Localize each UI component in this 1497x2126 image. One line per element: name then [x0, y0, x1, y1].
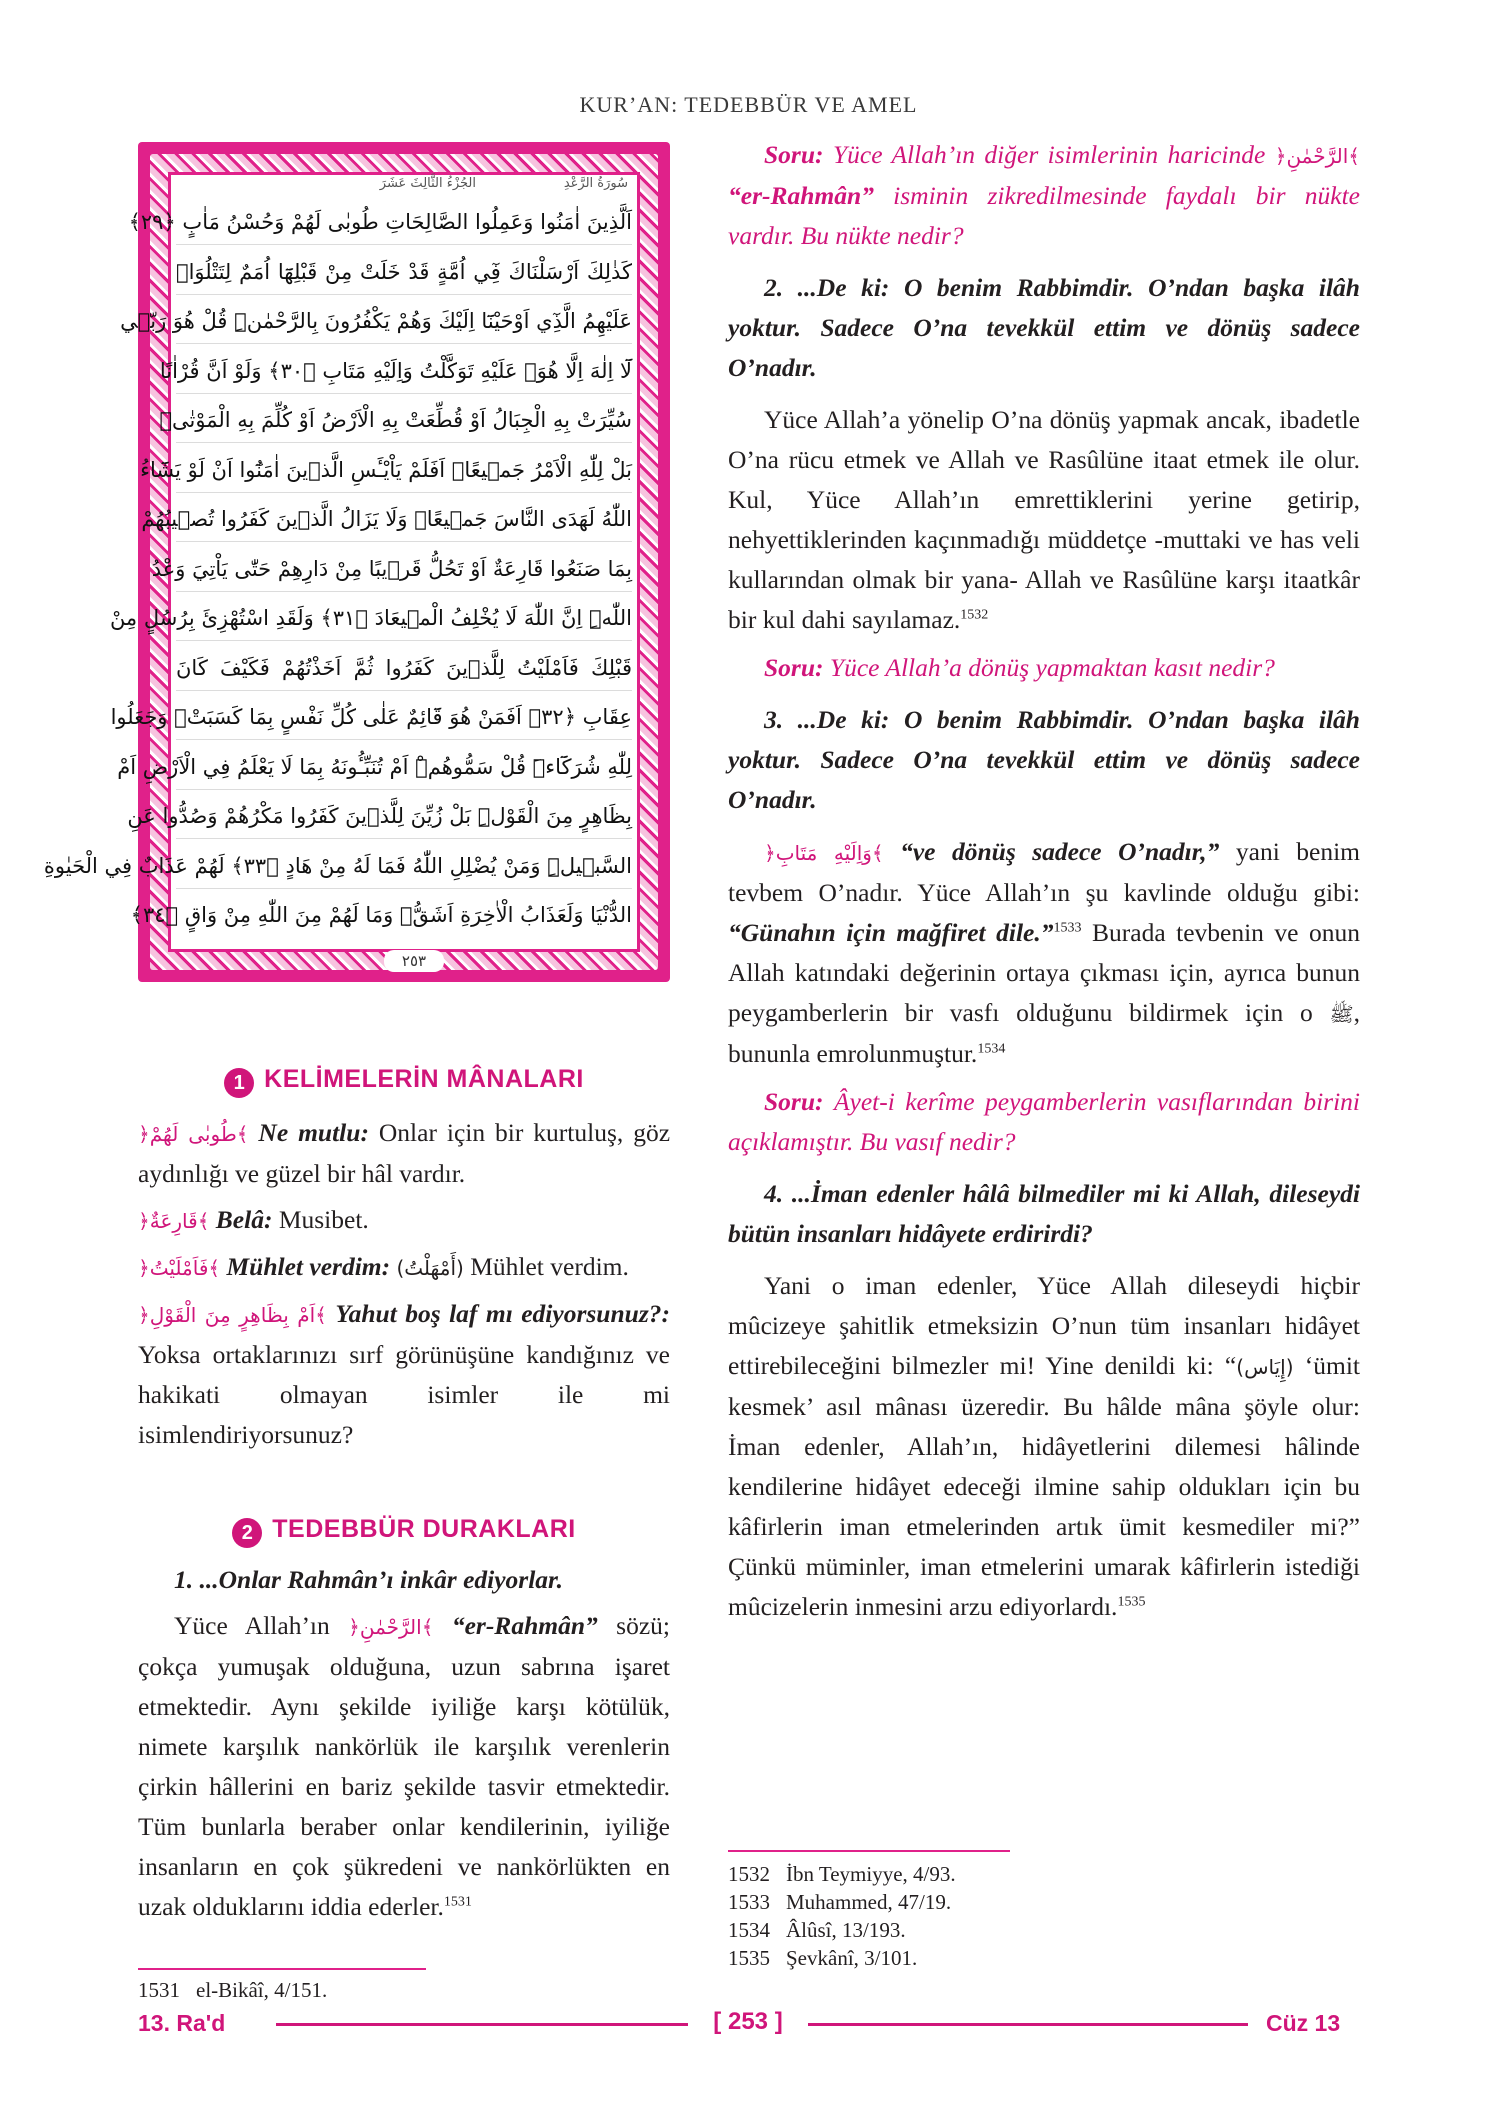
footer-rule-right	[808, 2023, 1248, 2026]
text-run: Yüce Allah’ın diğer isimlerinin haricinde	[823, 140, 1275, 169]
body-paragraph	[728, 832, 1360, 1074]
footnote-ref[interactable]: 1532	[960, 607, 989, 623]
section-number-badge: 1	[224, 1068, 254, 1098]
footnote	[728, 1916, 1360, 1944]
text-run: Âyet-i kerîme peygamberlerin vasıflarından birini açıklamıştır. Bu vasıf nedir?	[728, 1087, 1360, 1156]
arabic-term: ﴿الرَّحْمٰنِ﴾	[1274, 144, 1360, 168]
footnote-text: el-Bikâî, 4/151.	[196, 1978, 328, 2002]
footnote-text: İbn Teymiyye, 4/93.	[786, 1862, 956, 1886]
quran-line: اللّٰهِۜ اِنَّ اللّٰهَ لَا يُخْلِفُ الْم۪يعَادَ ﴿٣١﴾ وَلَقَدِ اسْتُهْزِئَ بِرُسُلٍ مِنْ	[176, 596, 632, 641]
footer-page-number	[700, 2008, 796, 2036]
text-run: Yüce Allah’ın	[174, 1611, 349, 1640]
quran-line: سُيِّرَتْ بِهِ الْجِبَالُ اَوْ قُطِّعَتْ بِهِ الْاَرْضُ اَوْ كُلِّمَ بِهِ الْمَوْتٰىۜ	[176, 398, 632, 443]
bracket: ]	[774, 2008, 783, 2035]
quran-line: لَٓا اِلٰهَ اِلَّا هُوَۚ عَلَيْهِ تَوَكَّلْتُ وَاِلَيْهِ مَتَابِ ﴿٣٠﴾ وَلَوْ اَنَّ قُرْاٰنًا	[176, 349, 632, 394]
footnote-divider	[728, 1850, 1010, 1852]
text-run: Yüce Allah’a dönüş yapmaktan kasıt nedir?	[823, 653, 1275, 682]
arabic-term: ﴿اَمْ بِظَاهِرٍ مِنَ الْقَوْلِ﴾	[138, 1303, 327, 1327]
page-number: 253	[727, 2008, 769, 2035]
quran-line: قَبْلِكَ فَاَمْلَيْتُ لِلَّذ۪ينَ كَفَرُوا ثُمَّ اَخَذْتُهُمْ فَكَيْفَ كَانَ	[176, 646, 632, 691]
footnote-number: 1535	[728, 1946, 770, 1970]
quran-line: بِمَا صَنَعُوا قَارِعَةٌ اَوْ تَحُلُّ قَر۪يبًا مِنْ دَارِهِمْ حَتّٰى يَاْتِيَ وَعْدُ	[176, 547, 632, 592]
question-label: Soru:	[764, 653, 824, 682]
quran-page-header	[172, 174, 636, 196]
salawat-glyph: ﷺ	[1329, 1002, 1354, 1026]
running-header: KUR’AN: TEDEBBÜR VE AMEL	[579, 92, 918, 117]
footnote	[138, 1976, 670, 2004]
glossary-term: Mühlet verdim:	[226, 1252, 391, 1281]
text-run: sözü; çokça yumuşak olduğuna, uzun sabrına işaret etmektedir. Aynı şekilde iyiliğe karşı kötülük, nimete karşılık nankörlük ile karşılık verenlerin çirkin hâllerini en bariz şekilde tasvir etmektedir. Tüm bunlarla beraber onlar kendilerinin, iyiliğe insanların en çok şükredeni ve nankörlükten en uzak olduklarını iddia ederler.	[138, 1611, 670, 1921]
bracket: [	[713, 2008, 722, 2035]
question	[728, 1082, 1360, 1162]
footnote	[728, 1860, 1360, 1888]
question	[728, 135, 1360, 256]
question	[728, 648, 1360, 688]
arabic-term: ﴿وَاِلَيْهِ مَتَابِ﴾	[764, 841, 884, 865]
quran-line: بَلْ لِلّٰهِ الْاَمْرُ جَم۪يعًاۜ اَفَلَمْ يَاْيْـَٔسِ الَّذ۪ينَ اٰمَنُٓوا اَنْ لَوْ يَشَٓاءُ	[176, 448, 632, 493]
glossary-term: Ne mutlu:	[258, 1118, 369, 1147]
right-column	[728, 135, 1360, 1627]
text-run: yani benim tevbem O’nadır. Yüce Allah’ın şu kavlinde olduğu gibi:	[728, 837, 1361, 907]
footnote-number: 1534	[728, 1918, 770, 1942]
footnote-ref[interactable]: 1531	[443, 1894, 472, 1910]
footnotes-right	[728, 1860, 1360, 1972]
quran-line: عِقَابِ ﴿٣٢﴾ اَفَمَنْ هُوَ قَٓائِمٌ عَلٰى كُلِّ نَفْسٍ بِمَا كَسَبَتْۚ وَجَعَلُوا	[176, 695, 632, 740]
footnote-ref[interactable]: 1535	[1117, 1594, 1146, 1610]
emphasis: “ve dönüş sadece O’nadır,”	[883, 837, 1220, 866]
quran-line: كَذٰلِكَ اَرْسَلْنَاكَ فِٓي اُمَّةٍ قَدْ خَلَتْ مِنْ قَبْلِهَٓا اُمَمٌ لِتَتْلُوَا۬	[176, 250, 632, 295]
footnote	[728, 1944, 1360, 1972]
section-title: KELİMELERİN MÂNALARI	[264, 1065, 584, 1093]
glossary-term: Belâ:	[215, 1205, 273, 1234]
quran-line: السَّب۪يلِۜ وَمَنْ يُضْلِلِ اللّٰهُ فَمَا لَهُ مِنْ هَادٍ ﴿٣٣﴾ لَهُمْ عَذَابٌ فِي الْحَيٰوةِ	[176, 844, 632, 889]
glossary-definition: Onlar için bir kurtuluş, göz aydınlığı ve güzel bir hâl vardır.	[138, 1118, 671, 1188]
footer-juz: Cüz 13	[1266, 2010, 1341, 2036]
section-number-badge: 2	[232, 1518, 262, 1548]
text-run: ‘ümit kesmek’ asıl mânası üzeredir. Bu hâlde mâna şöyle olur: İman edenler, Allah’ın, hidâyetlerini dilemesi hâlinde kendilerine hidâyet edeceği ilmine sahip oldukları için bu kâfirlerin iman etmelerinden artık ümit kesmediler mi?” Çünkü müminler, iman etmelerini umarak kâfirlerin istediği mûcizelerin inmesini arzu ediyorlardı.	[728, 1351, 1360, 1621]
tedebbur-left	[138, 1560, 670, 1927]
text-run: , bununla emrolunmuştur.	[728, 998, 1360, 1068]
footnote-divider	[138, 1968, 426, 1970]
quran-line: بِظَاهِرٍ مِنَ الْقَوْلِۜ بَلْ زُيِّنَ لِلَّذ۪ينَ كَفَرُوا مَكْرُهُمْ وَصُدُّوا عَنِ	[176, 794, 632, 839]
footnote-number: 1532	[728, 1862, 770, 1886]
quran-page-number: ٢٥٣	[384, 950, 444, 972]
section-title: TEDEBBÜR DURAKLARI	[272, 1515, 576, 1543]
emphasis: “er-Rahmân”	[728, 181, 874, 210]
text-run: Yüce Allah’a yönelip O’na dönüş yapmak ancak, ibadetle O’na rücu etmek ve Allah ve Rasûlüne itaat etmek ile olur. Kul, Yüce Allah’ın emrettiklerini yerine getirip, nehyettiklerinden kaçınmadığı müddetçe -muttaki ve has veli kullarından olmak bir yana- Allah ve Rasûlüne karşı itaatkâr bir kul dahi sayılamaz.	[728, 405, 1360, 634]
emphasis: “er-Rahmân”	[433, 1611, 598, 1640]
glossary	[138, 1113, 670, 1455]
text-run: Burada tevbenin ve onun Allah katındaki değerinin ortaya çıkması için, ayrıca bunun peygamberlerin bir vasfı olduğunu bildirmek için o	[728, 918, 1361, 1027]
glossary-entry	[138, 1247, 670, 1288]
footer-surah: 13. Ra'd	[138, 2010, 226, 2036]
verse-heading: 2. ...De ki: O benim Rabbimdir. O’ndan başka ilâh yoktur. Sadece O’na tevekkül ettim ve dönüş sadece O’nadır.	[728, 273, 1360, 382]
arabic-term: ﴿الرَّحْمٰنِ﴾	[348, 1615, 434, 1639]
footnote-number: 1533	[728, 1890, 770, 1914]
quran-juz-label: الجُزْءُ الثَّالِثَ عَشَرَ	[379, 176, 476, 191]
glossary-definition: Yoksa ortaklarınızı sırf görünüşüne kandığınız ve hakikati olmayan isimler ile mi isimlendiriyorsunuz?	[138, 1340, 670, 1449]
footnote-text: Âlûsî, 13/193.	[786, 1918, 906, 1942]
quran-line: الدُّنْيَا وَلَعَذَابُ الْاٰخِرَةِ اَشَقُّۚ وَمَا لَهُمْ مِنَ اللّٰهِ مِنْ وَاقٍ ﴿٣٤﴾	[130, 903, 632, 927]
question-label: Soru:	[764, 140, 824, 169]
quran-surah-label: سُورَةُ الرَّعْدِ	[563, 176, 628, 191]
arabic-synonym: (أَمْهَلْتُ)	[390, 1256, 464, 1280]
footnote-text: Muhammed, 47/19.	[786, 1890, 952, 1914]
quran-line: عَلَيْهِمُ الَّذِٓي اَوْحَيْنَٓا اِلَيْكَ وَهُمْ يَكْفُرُونَ بِالرَّحْمٰنِۜ قُلْ هُوَ رَبّ۪ي	[176, 299, 632, 344]
footer-rule-left	[276, 2023, 688, 2026]
glossary-definition: Musibet.	[272, 1205, 369, 1234]
verse-heading: 4. ...İman edenler hâlâ bilmediler mi ki Allah, dileseydi bütün insanları hidâyete erdirirdi?	[728, 1179, 1360, 1248]
body-paragraph	[728, 400, 1360, 640]
glossary-entry	[138, 1200, 670, 1241]
arabic-term: ﴿قَارِعَةٌ﴾	[138, 1209, 210, 1233]
section-heading-kelimeler	[138, 1065, 670, 1098]
glossary-term: Yahut boş laf mı ediyorsunuz?:	[335, 1299, 671, 1328]
footnote-ref[interactable]: 1534	[977, 1041, 1006, 1057]
footnote	[728, 1888, 1360, 1916]
footnote-text: Şevkânî, 3/101.	[786, 1946, 918, 1970]
question-label: Soru:	[764, 1087, 824, 1116]
footnote-ref[interactable]: 1533	[1053, 920, 1082, 936]
verse-heading: 3. ...De ki: O benim Rabbimdir. O’ndan başka ilâh yoktur. Sadece O’na tevekkül ettim ve dönüş sadece O’nadır.	[728, 705, 1360, 814]
arabic-term: (إِيَاس)	[1236, 1355, 1294, 1379]
emphasis: “Günahın için mağfiret dile.”	[728, 918, 1054, 947]
glossary-entry	[138, 1294, 670, 1455]
quran-line: لِلّٰهِ شُرَكَٓاءَۜ قُلْ سَمُّوهُمْۜ اَمْ تُنَبِّـُٔونَهُ بِمَا لَا يَعْلَمُ فِي الْاَرْضِ اَمْ	[176, 745, 632, 790]
text-run: Yani o iman edenler, Yüce Allah dileseydi hiçbir mûcizeye şahitlik etmeksizin O’nun tüm insanları hidâyet ettirebileceğini bilmezler mi! Yine denildi ki: “	[728, 1271, 1360, 1380]
quran-line: اَلَّذِينَ اٰمَنُوا وَعَمِلُوا الصَّالِحَاتِ طُوبٰى لَهُمْ وَحُسْنُ مَاٰبٍ ﴿٢٩﴾	[176, 200, 632, 245]
footnote-number: 1531	[138, 1978, 180, 2002]
verse-heading: 1. ...Onlar Rahmân’ı inkâr ediyorlar.	[174, 1565, 563, 1594]
arabic-term: ﴿طُوبٰى لَهُمْ﴾	[138, 1122, 249, 1146]
section-heading-tedebbur	[138, 1515, 670, 1548]
text-run: isminin zikredilmesinde faydalı bir nükte vardır. Bu nükte nedir?	[728, 181, 1360, 250]
glossary-definition: Mühlet verdim.	[463, 1252, 629, 1281]
glossary-entry	[138, 1113, 670, 1194]
body-paragraph	[138, 1606, 670, 1927]
quran-line: اللّٰهُ لَهَدَى النَّاسَ جَم۪يعًاۜ وَلَا يَزَالُ الَّذ۪ينَ كَفَرُوا تُص۪يبُهُمْ	[176, 497, 632, 542]
body-paragraph	[728, 1266, 1360, 1627]
arabic-term: ﴿فَاَمْلَيْتُ﴾	[138, 1256, 221, 1280]
